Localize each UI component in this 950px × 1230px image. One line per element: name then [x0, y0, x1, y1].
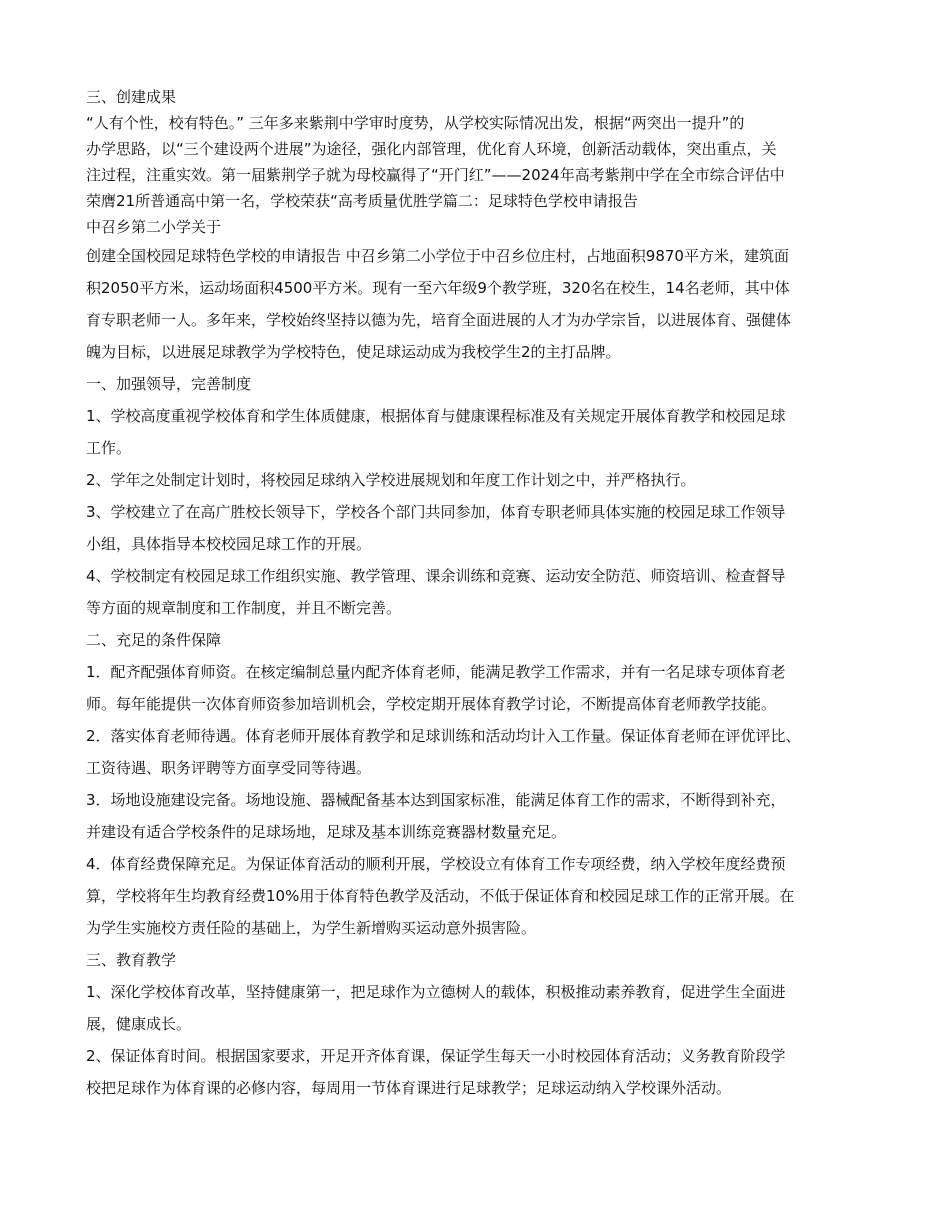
text-line: 1．配齐配强体育师资。在核定编制总量内配齐体育老师，能满足教学工作需求，并有一名足球专项体育老: [86, 663, 786, 681]
text-line: 一、加强领导，完善制度: [86, 375, 252, 393]
paragraph: [86, 624, 866, 656]
paragraph: [86, 240, 866, 368]
text-line: 工作。: [86, 439, 132, 457]
text-line: 2、学年之处制定计划时，将校园足球纳入学校进展规划和年度工作计划之中，并严格执行。: [86, 471, 696, 489]
text-line: 等方面的规章制度和工作制度，并且不断完善。: [86, 599, 402, 617]
paragraph: [86, 720, 866, 784]
text-line: 2、保证体育时间。根据国家要求，开足开齐体育课，保证学生每天一小时校园体育活动；义务教育阶段学: [86, 1047, 786, 1065]
text-line: 三、创建成果: [86, 88, 177, 106]
paragraph: [86, 496, 866, 560]
text-line: 办学思路，以“三个建设两个进展”为途径，强化内部管理，优化育人环境，创新活动载体，突出重点，关: [86, 140, 777, 158]
paragraph: [86, 400, 866, 464]
text-line: “人有个性，校有特色。” 三年多来紫荆中学审时度势，从学校实际情况出发，根据“两突出一提升”的: [86, 114, 745, 132]
text-line: 二、充足的条件保障: [86, 631, 222, 649]
paragraph: [86, 944, 866, 976]
text-line: 2．落实体育老师待遇。体育老师开展体育教学和足球训练和活动均计入工作量。保证体育老师在评优评比、: [86, 727, 801, 745]
text-line: 算，学校将年生均教育经费10%用于体育特色教学及活动，不低于保证体育和校园足球工作的正常开展。在: [86, 887, 795, 905]
text-line: 中召乡第二小学关于: [86, 218, 222, 236]
paragraph: [86, 560, 866, 624]
document-page: [86, 84, 866, 1104]
paragraph: [86, 110, 866, 214]
paragraph: [86, 976, 866, 1040]
text-line: 创建全国校园足球特色学校的申请报告 中召乡第二小学位于中召乡位庄村，占地面积9870平方米，建筑面: [86, 247, 789, 265]
text-line: 育专职老师一人。多年来，学校始终坚持以德为先，培育全面进展的人才为办学宗旨，以进展体育、强健体: [86, 311, 792, 329]
text-line: 为学生实施校方责任险的基础上，为学生新增购买运动意外损害险。: [86, 919, 537, 937]
text-line: 1、学校高度重视学校体育和学生体质健康，根据体育与健康课程标准及有关规定开展体育教学和校园足球: [86, 407, 786, 425]
paragraph: [86, 84, 866, 110]
paragraph: [86, 464, 866, 496]
text-line: 师。每年能提供一次体育师资参加培训机会，学校定期开展体育教学讨论，不断提高体育老师教学技能。: [86, 695, 777, 713]
text-line: 4．体育经费保障充足。为保证体育活动的顺利开展，学校设立有体育工作专项经费，纳入学校年度经费预: [86, 855, 786, 873]
text-line: 3、学校建立了在高广胜校长领导下，学校各个部门共同参加，体育专职老师具体实施的校园足球工作领导: [86, 503, 786, 521]
paragraph: [86, 214, 866, 240]
paragraph: [86, 1040, 866, 1104]
text-line: 三、教育教学: [86, 951, 177, 969]
paragraph: [86, 848, 866, 944]
text-line: 校把足球作为体育课的必修内容，每周用一节体育课进行足球教学；足球运动纳入学校课外活动。: [86, 1079, 732, 1097]
text-line: 注过程，注重实效。第一届紫荆学子就为母校赢得了“开门红”——2024年高考紫荆中学在全市综合评估中: [86, 166, 785, 184]
text-line: 展，健康成长。: [86, 1015, 192, 1033]
text-line: 1、深化学校体育改革，坚持健康第一，把足球作为立德树人的载体，积极推动素养教育，促进学生全面进: [86, 983, 786, 1001]
text-line: 3．场地设施建设完备。场地设施、器械配备基本达到国家标准，能满足体育工作的需求，不断得到补充，: [86, 791, 786, 809]
text-line: 4、学校制定有校园足球工作组织实施、教学管理、课余训练和竞赛、运动安全防范、师资培训、检查督导: [86, 567, 786, 585]
text-line: 魄为目标，以进展足球教学为学校特色，使足球运动成为我校学生2的主打品牌。: [86, 343, 621, 361]
text-line: 工资待遇、职务评聘等方面享受同等待遇。: [86, 759, 372, 777]
paragraph: [86, 368, 866, 400]
text-line: 荣膺21所普通高中第一名，学校荣获“高考质量优胜学篇二：足球特色学校申请报告: [86, 192, 638, 210]
paragraph: [86, 784, 866, 848]
text-line: 并建设有适合学校条件的足球场地，足球及基本训练竞赛器材数量充足。: [86, 823, 567, 841]
text-line: 小组，具体指导本校校园足球工作的开展。: [86, 535, 372, 553]
paragraph: [86, 656, 866, 720]
text-line: 积2050平方米，运动场面积4500平方米。现有一至六年级9个教学班，320名在校生，14名老师，其中体: [86, 279, 790, 297]
